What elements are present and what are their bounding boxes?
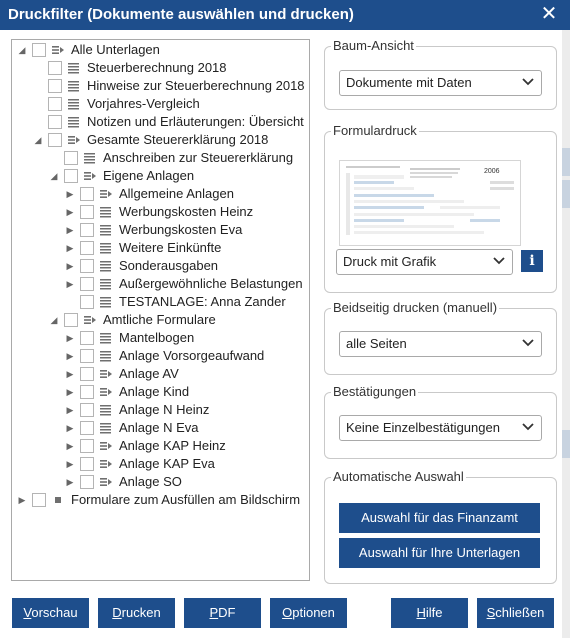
arrow-list-icon: [99, 439, 113, 453]
tree-checkbox[interactable]: [80, 223, 94, 237]
arrow-list-icon: [99, 367, 113, 381]
auto-auswahl-group: [324, 469, 557, 584]
lines-icon: [99, 205, 113, 219]
close-icon[interactable]: ✕: [540, 3, 558, 25]
expand-arrow-icon[interactable]: ▶: [66, 333, 74, 343]
tree-item-label: Amtliche Formulare: [103, 312, 216, 327]
auswahl-finanzamt-button[interactable]: Auswahl für das Finanzamt: [339, 503, 540, 533]
tree-item-label: Anlage KAP Heinz: [119, 438, 226, 453]
tree-item-label: Anlage Kind: [119, 384, 190, 399]
chevron-down-icon: [522, 422, 534, 432]
lines-icon: [67, 79, 81, 93]
tree-checkbox[interactable]: [80, 277, 94, 291]
vorschau-accesskey: V: [23, 605, 32, 620]
collapse-arrow-icon[interactable]: ◢: [50, 171, 58, 181]
lines-icon: [99, 259, 113, 273]
tree-checkbox[interactable]: [32, 493, 46, 507]
tree-row[interactable]: [12, 401, 309, 419]
expand-arrow-icon[interactable]: ▶: [66, 405, 74, 415]
tree-checkbox[interactable]: [80, 439, 94, 453]
tree-item-label: Alle Unterlagen: [71, 42, 160, 57]
tree-item-label: Vorjahres-Vergleich: [87, 96, 200, 111]
tree-checkbox[interactable]: [80, 331, 94, 345]
tree-checkbox[interactable]: [64, 313, 78, 327]
auto-auswahl-legend: Automatische Auswahl: [333, 469, 464, 484]
arrow-list-icon: [83, 169, 97, 183]
tree-item-label: Werbungskosten Heinz: [119, 204, 254, 219]
tree-item-label: Anschreiben zur Steuererklärung: [103, 150, 294, 165]
tree-item-label: Werbungskosten Eva: [119, 222, 243, 237]
optionen-button[interactable]: [270, 598, 347, 628]
tree-checkbox[interactable]: [80, 385, 94, 399]
collapse-arrow-icon[interactable]: ◢: [34, 135, 42, 145]
arrow-list-icon: [99, 457, 113, 471]
lines-icon: [99, 331, 113, 345]
bestaetigungen-value: Keine Einzelbestätigungen: [346, 420, 500, 435]
beidseitig-select[interactable]: [339, 331, 542, 357]
tree-row[interactable]: [12, 77, 309, 95]
dialog-body: [0, 30, 570, 638]
hilfe-button[interactable]: [391, 598, 468, 628]
tree-item-label: Notizen und Erläuterungen: Übersicht: [87, 114, 304, 129]
drucken-button[interactable]: [98, 598, 175, 628]
lines-icon: [99, 403, 113, 417]
tree-row[interactable]: [12, 311, 309, 329]
tree-item-label: Anlage Vorsorgeaufwand: [119, 348, 265, 363]
hilfe-accesskey: H: [416, 605, 426, 620]
lines-icon: [99, 241, 113, 255]
tree-item-label: Anlage N Heinz: [119, 402, 210, 417]
baum-ansicht-group: [324, 38, 557, 110]
tree-row[interactable]: [12, 491, 309, 509]
pdf-label: DF: [218, 605, 236, 620]
lines-icon: [67, 61, 81, 75]
expand-arrow-icon[interactable]: ▶: [66, 441, 74, 451]
expand-arrow-icon[interactable]: ▶: [66, 369, 74, 379]
expand-arrow-icon[interactable]: ▶: [66, 189, 74, 199]
tree-checkbox[interactable]: [80, 259, 94, 273]
beidseitig-value: alle Seiten: [346, 336, 407, 351]
expand-arrow-icon[interactable]: ▶: [66, 351, 74, 361]
tree-item-label: Anlage AV: [119, 366, 179, 381]
baum-ansicht-select[interactable]: [339, 70, 542, 96]
tree-checkbox[interactable]: [64, 151, 78, 165]
tree-checkbox[interactable]: [80, 187, 94, 201]
tree-row[interactable]: [12, 347, 309, 365]
expand-arrow-icon[interactable]: ▶: [18, 495, 26, 505]
tree-row[interactable]: [12, 131, 309, 149]
pdf-button[interactable]: [184, 598, 261, 628]
square-icon: [51, 493, 65, 507]
arrow-list-icon: [99, 187, 113, 201]
tree-row[interactable]: [12, 113, 309, 131]
chevron-down-icon: [522, 338, 534, 348]
lines-icon: [67, 97, 81, 111]
preview-year: 2006: [484, 168, 500, 175]
bestaetigungen-select[interactable]: [339, 415, 542, 441]
vorschau-button[interactable]: [12, 598, 89, 628]
tree-item-label: Außergewöhnliche Belastungen: [119, 276, 303, 291]
chevron-down-icon: [522, 77, 534, 87]
tree-item-label: Anlage KAP Eva: [119, 456, 215, 471]
collapse-arrow-icon[interactable]: ◢: [18, 45, 26, 55]
expand-arrow-icon[interactable]: ▶: [66, 261, 74, 271]
tree-row[interactable]: [12, 293, 309, 311]
document-tree[interactable]: [11, 39, 310, 581]
tree-checkbox[interactable]: [48, 115, 62, 129]
lines-icon: [99, 349, 113, 363]
expand-arrow-icon[interactable]: ▶: [66, 225, 74, 235]
lines-icon: [99, 421, 113, 435]
formulardruck-legend: Formulardruck: [333, 123, 417, 138]
tree-checkbox[interactable]: [80, 457, 94, 471]
info-icon[interactable]: i: [521, 250, 543, 272]
tree-checkbox[interactable]: [80, 403, 94, 417]
formulardruck-group: [324, 123, 557, 293]
tree-checkbox[interactable]: [80, 349, 94, 363]
schliessen-label: chließen: [495, 605, 545, 620]
baum-ansicht-legend: Baum-Ansicht: [333, 38, 414, 53]
window-title: Druckfilter (Dokumente auswählen und drucken): [8, 6, 354, 23]
tree-item-label: TESTANLAGE: Anna Zander: [119, 294, 286, 309]
tree-item-label: Anlage N Eva: [119, 420, 199, 435]
tree-checkbox[interactable]: [80, 205, 94, 219]
tree-item-label: Mantelbogen: [119, 330, 195, 345]
drucken-accesskey: D: [112, 605, 122, 620]
schliessen-accesskey: S: [486, 605, 496, 620]
tree-row[interactable]: [12, 365, 309, 383]
tree-checkbox[interactable]: [80, 295, 94, 309]
tree-row[interactable]: [12, 239, 309, 257]
tree-item-label: Hinweise zur Steuerberechnung 2018: [87, 78, 305, 93]
tree-item-label: Eigene Anlagen: [103, 168, 195, 183]
tree-item-label: Sonderausgaben: [119, 258, 219, 273]
expand-arrow-icon[interactable]: ▶: [66, 207, 74, 217]
lines-icon: [99, 223, 113, 237]
tree-row[interactable]: [12, 221, 309, 239]
tree-checkbox[interactable]: [80, 367, 94, 381]
auswahl-unterlagen-button[interactable]: Auswahl für Ihre Unterlagen: [339, 538, 540, 568]
tree-checkbox[interactable]: [64, 169, 78, 183]
collapse-arrow-icon[interactable]: ◢: [50, 315, 58, 325]
tree-row[interactable]: [12, 41, 309, 59]
tree-row[interactable]: [12, 275, 309, 293]
chevron-down-icon: [493, 256, 505, 266]
tree-checkbox[interactable]: [80, 241, 94, 255]
tree-item-label: Allgemeine Anlagen: [119, 186, 234, 201]
lines-icon: [99, 295, 113, 309]
expand-arrow-icon[interactable]: ▶: [66, 459, 74, 469]
tree-row[interactable]: [12, 473, 309, 491]
arrow-list-icon: [99, 385, 113, 399]
tree-checkbox[interactable]: [80, 475, 94, 489]
title-bar: [0, 0, 570, 30]
tree-checkbox[interactable]: [48, 79, 62, 93]
tree-checkbox[interactable]: [48, 61, 62, 75]
schliessen-button[interactable]: [477, 598, 554, 628]
baum-ansicht-value: Dokumente mit Daten: [346, 75, 472, 90]
tree-checkbox[interactable]: [32, 43, 46, 57]
tree-item-label: Weitere Einkünfte: [119, 240, 222, 255]
expand-arrow-icon[interactable]: ▶: [66, 243, 74, 253]
expand-arrow-icon[interactable]: ▶: [66, 423, 74, 433]
beidseitig-group: [324, 300, 557, 375]
tree-row[interactable]: [12, 203, 309, 221]
tree-checkbox[interactable]: [80, 421, 94, 435]
optionen-label: ptionen: [292, 605, 335, 620]
hilfe-label: ilfe: [425, 605, 443, 620]
vorschau-label: orschau: [31, 605, 78, 620]
form-preview-graphic: [340, 161, 520, 245]
arrow-list-icon: [67, 133, 81, 147]
tree-checkbox[interactable]: [48, 97, 62, 111]
expand-arrow-icon[interactable]: ▶: [66, 279, 74, 289]
background-window-edge: [562, 30, 570, 638]
tree-item-label: Anlage SO: [119, 474, 182, 489]
tree-row[interactable]: [12, 383, 309, 401]
tree-row[interactable]: [12, 167, 309, 185]
tree-checkbox[interactable]: [48, 133, 62, 147]
lines-icon: [83, 151, 97, 165]
arrow-list-icon: [99, 475, 113, 489]
form-preview-image: [339, 160, 521, 246]
arrow-list-icon: [51, 43, 65, 57]
tree-item-label: Steuerberechnung 2018: [87, 60, 227, 75]
tree-row[interactable]: [12, 59, 309, 77]
beidseitig-legend: Beidseitig drucken (manuell): [333, 300, 498, 315]
tree-row[interactable]: [12, 437, 309, 455]
tree-row[interactable]: [12, 419, 309, 437]
formulardruck-value: Druck mit Grafik: [343, 254, 437, 269]
formulardruck-select[interactable]: [336, 249, 513, 275]
tree-row[interactable]: [12, 329, 309, 347]
arrow-list-icon: [83, 313, 97, 327]
expand-arrow-icon[interactable]: ▶: [66, 387, 74, 397]
lines-icon: [67, 115, 81, 129]
optionen-accesskey: O: [282, 605, 293, 620]
tree-row[interactable]: [12, 257, 309, 275]
tree-item-label: Formulare zum Ausfüllen am Bildschirm: [71, 492, 301, 507]
lines-icon: [99, 277, 113, 291]
tree-row[interactable]: [12, 95, 309, 113]
bestaetigungen-legend: Bestätigungen: [333, 384, 417, 399]
tree-row[interactable]: [12, 185, 309, 203]
tree-row[interactable]: [12, 149, 309, 167]
pdf-accesskey: P: [209, 605, 219, 620]
bestaetigungen-group: [324, 384, 557, 459]
tree-row[interactable]: [12, 455, 309, 473]
drucken-label: rucken: [121, 605, 161, 620]
expand-arrow-icon[interactable]: ▶: [66, 477, 74, 487]
tree-item-label: Gesamte Steuererklärung 2018: [87, 132, 269, 147]
